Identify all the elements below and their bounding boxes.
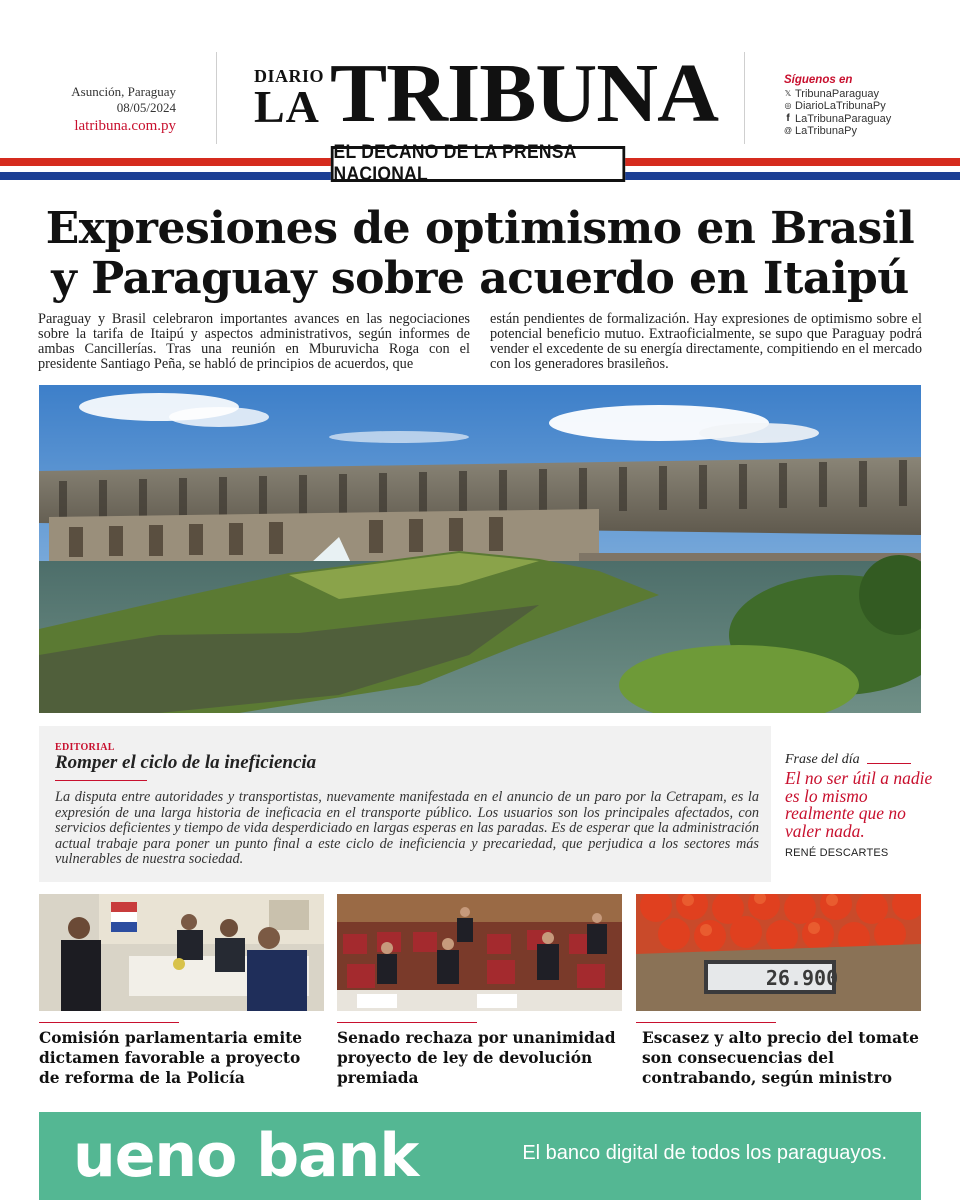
site-link[interactable]: latribuna.com.py bbox=[74, 118, 176, 134]
quote-label: Frase del día bbox=[785, 752, 860, 767]
masthead bbox=[0, 0, 960, 190]
quote-text: El no ser útil a nadie es lo mismo realmente que no valer nada. bbox=[785, 768, 933, 841]
card-title-commission[interactable]: Comisión parlamentaria emite dictamen favorable a proyecto de reforma de la Policía bbox=[39, 1029, 303, 1087]
scale-reading: 26.900 bbox=[765, 966, 839, 990]
social-link-threads[interactable]: @ LaTribunaPy bbox=[784, 125, 857, 137]
masthead-divider-right bbox=[744, 52, 745, 144]
social-link-x[interactable]: 𝕏 TribunaParaguay bbox=[784, 87, 879, 100]
card-image-commission[interactable] bbox=[39, 894, 324, 1011]
logo-diario: DIARIO bbox=[254, 66, 325, 86]
logo-tribuna: TRIBUNA bbox=[330, 47, 719, 140]
card-title-senate[interactable]: Senado rechaza por unanimidad proyecto de ley de devolución premiada bbox=[337, 1029, 616, 1087]
main-headline[interactable]: Expresiones de optimismo en Brasil y Paraguay sobre acuerdo en Itaipú bbox=[45, 203, 915, 304]
editorial-title[interactable]: Romper el ciclo de la ineficiencia bbox=[55, 752, 317, 773]
x-icon: 𝕏 bbox=[784, 88, 792, 98]
social-link-facebook[interactable]: f LaTribunaParaguay bbox=[784, 113, 944, 126]
lead-paragraph-right: están pendientes de formalización. Hay expresiones de optimismo sobre el potencial beneficio mutuo. Extraoficialmente, se supo que Paraguay podrá vender el excedente de su energía directamente, compitiendo en el mercado con los generadores brasileños. bbox=[490, 311, 923, 372]
follow-label: Síguenos en bbox=[784, 74, 853, 86]
ad-brand-logo: ueno bank bbox=[73, 1121, 419, 1191]
card-rule-2 bbox=[337, 1022, 477, 1023]
lead-paragraph-left: Paraguay y Brasil celebraron importantes avances en las negociaciones sobre la tarifa de Itaipú y aspectos administrativos, según informes de ambas Cancillerías. Tras una reunión en Mburuvicha Roga con el presidente Santiago Peña, se habló de principios de acuerdos, que bbox=[38, 311, 470, 372]
tagline: EL DECANO DE LA PRENSA NACIONAL bbox=[331, 146, 625, 182]
editorial-rule bbox=[55, 780, 147, 781]
masthead-divider-left bbox=[216, 52, 217, 144]
editorial-kicker: EDITORIAL bbox=[55, 742, 115, 753]
hero-image-dam bbox=[39, 385, 921, 713]
card-image-tomatoes[interactable] bbox=[636, 894, 921, 1011]
card-image-senate[interactable] bbox=[337, 894, 622, 1011]
social-link-instagram[interactable]: ◎ DiarioLaTribunaPy bbox=[784, 100, 886, 112]
logo-la: LA bbox=[254, 81, 320, 132]
quote-of-the-day bbox=[785, 752, 935, 859]
social-links bbox=[784, 74, 944, 138]
quote-rule bbox=[867, 763, 911, 764]
threads-icon: @ bbox=[784, 126, 793, 135]
card-rule-1 bbox=[39, 1022, 179, 1023]
editorial-box bbox=[39, 726, 771, 882]
city-label: Asunción, Paraguay bbox=[71, 84, 176, 99]
ad-banner[interactable] bbox=[39, 1112, 921, 1200]
instagram-icon: ◎ bbox=[784, 101, 792, 110]
facebook-icon: f bbox=[786, 112, 790, 124]
ad-slogan: El banco digital de todos los paraguayos. bbox=[522, 1142, 887, 1164]
date-label: 08/05/2024 bbox=[116, 100, 176, 115]
quote-author: RENÉ DESCARTES bbox=[785, 847, 889, 859]
masthead-info bbox=[40, 84, 176, 134]
card-rule-3 bbox=[636, 1022, 776, 1023]
editorial-body: La disputa entre autoridades y transportistas, nuevamente manifestada en el anuncio de un paro por la Cetrapam, es la expresión de una larga historia de ineficacia en el transporte público. Los usuarios son los principales afectados, con servicios deficientes y tiempo de vida desperdiciado en largas esperas en las paradas. Es de esperar que la administración actual trabaje para poner un punto final a este ciclo de ineficiencia y precariedad, que perjudica a los sectores más vulnerables de nuestra sociedad. bbox=[55, 789, 759, 868]
card-title-tomatoes[interactable]: Escasez y alto precio del tomate son consecuencias del contrabando, según ministro bbox=[642, 1029, 919, 1087]
